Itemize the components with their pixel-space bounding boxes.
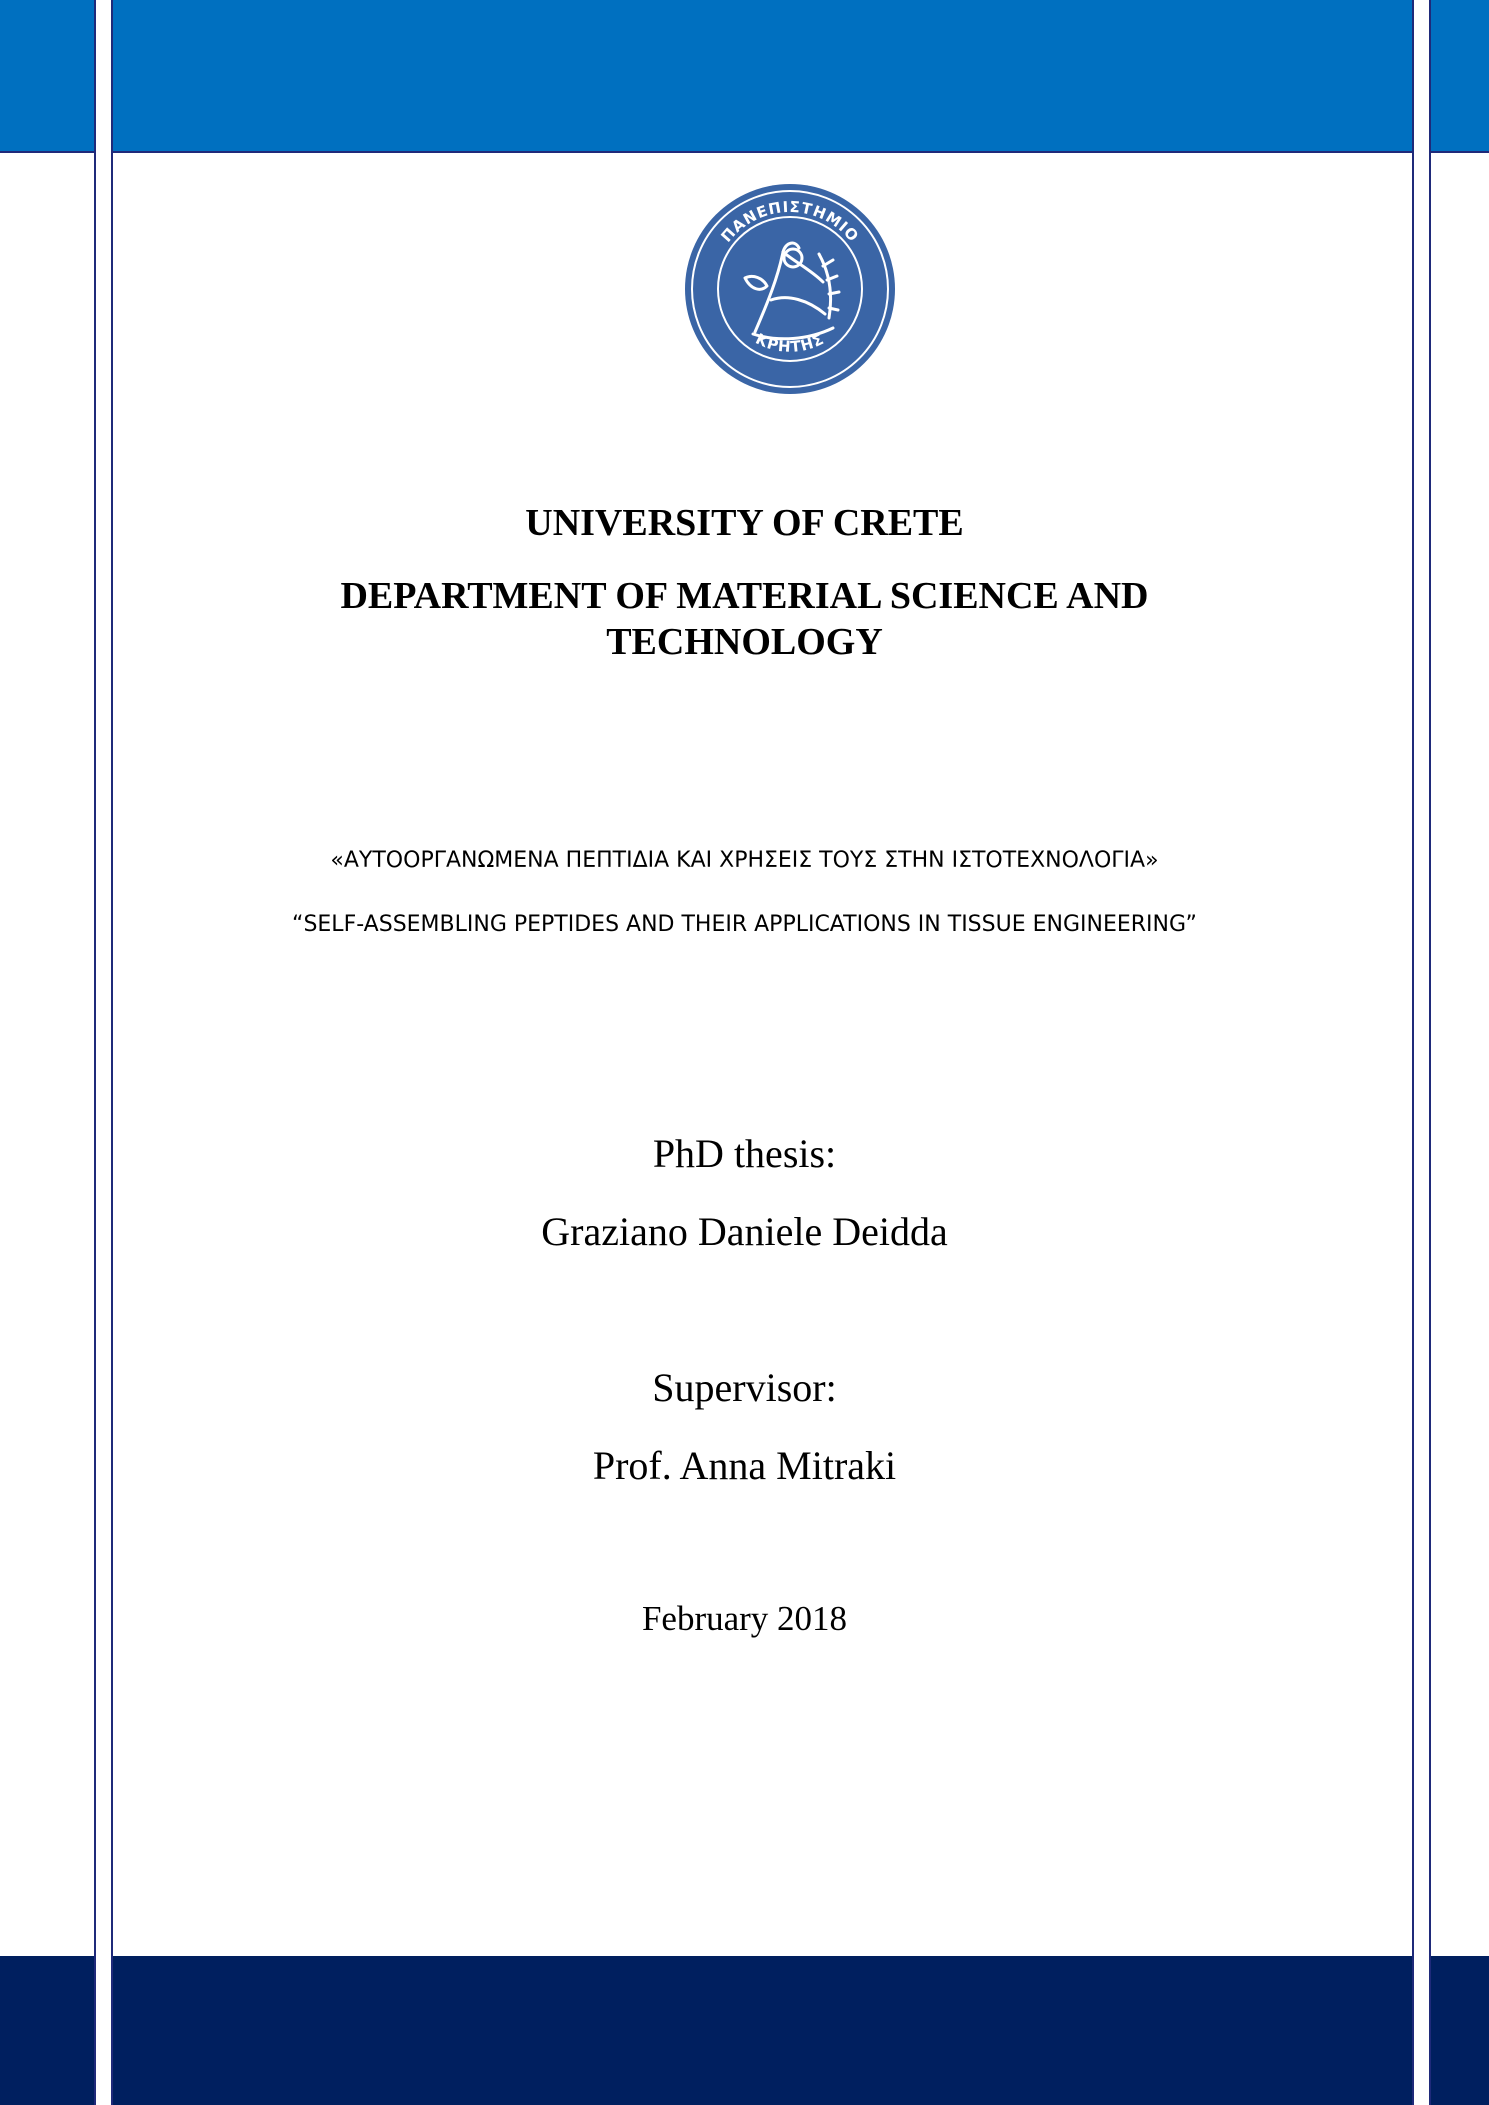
thesis-title-greek: «ΑΥΤΟΟΡΓΑΝΩΜΕΝΑ ΠΕΠΤΙΔΙΑ ΚΑΙ ΧΡΗΣΕΙΣ ΤΟΥΣ ΣΤΗΝ ΙΣΤΟΤΕΧΝΟΛΟΓΙΑ»	[330, 848, 1159, 873]
submission-date: February 2018	[641, 1599, 848, 1638]
top-color-band	[0, 0, 1489, 152]
thesis-type-label: PhD thesis:	[652, 1131, 837, 1176]
supervisor-name: Prof. Anna Mitraki	[592, 1443, 897, 1488]
left-inner-border-line	[111, 0, 113, 2105]
top-band-edge-left	[0, 151, 96, 153]
department-name-line-1: DEPARTMENT OF MATERIAL SCIENCE AND	[340, 575, 1149, 617]
university-name: UNIVERSITY OF CRETE	[525, 502, 964, 544]
bottom-color-band	[0, 1956, 1489, 2105]
left-outer-border-line	[94, 0, 96, 2105]
seal-lettering-top: ΠΑΝΕΠΙΣΤΗΜΙΟ	[717, 197, 863, 246]
department-name-line-2: TECHNOLOGY	[606, 621, 883, 663]
top-band-edge-center	[111, 151, 1414, 153]
department-name	[300, 573, 1189, 665]
left-border-gap	[96, 0, 112, 2105]
right-border-gap	[1413, 0, 1429, 2105]
thesis-title-english: “SELF-ASSEMBLING PEPTIDES AND THEIR APPLICATIONS IN TISSUE ENGINEERING”	[292, 912, 1197, 937]
university-seal-icon	[683, 182, 897, 396]
right-inner-border-line	[1412, 0, 1414, 2105]
top-band-edge-right	[1429, 151, 1489, 153]
author-name: Graziano Daniele Deidda	[541, 1209, 948, 1254]
seal-lettering-bottom: ΚΡΗΤΗΣ	[752, 329, 828, 357]
supervisor-label: Supervisor:	[652, 1365, 837, 1410]
right-outer-border-line	[1429, 0, 1431, 2105]
